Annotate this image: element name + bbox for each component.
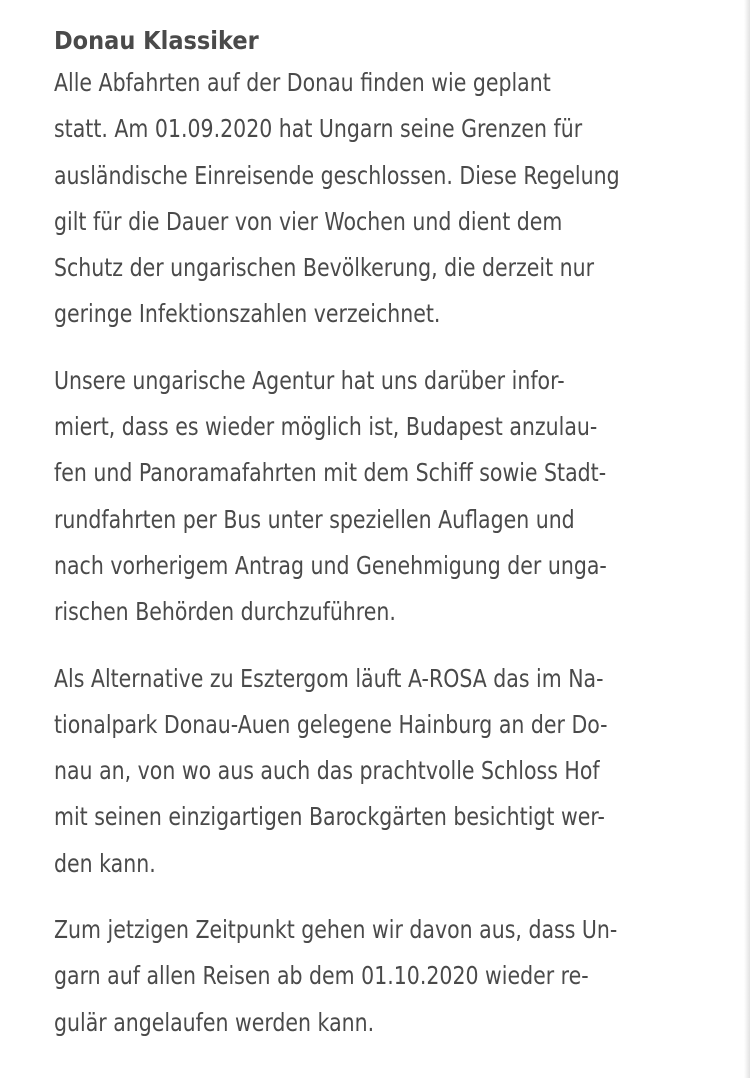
text-line: Schutz der ungarischen Bevölkerung, die derzeit nur — [54, 253, 595, 283]
text-line: statt. Am 01.09.2020 hat Ungarn seine Grenzen für — [54, 114, 583, 144]
paragraph-4 — [54, 907, 704, 1046]
text-line: Zum jetzigen Zeitpunkt gehen wir davon aus, dass Un- — [54, 915, 618, 945]
text-line: nach vorherigem Antrag und Genehmigung der unga- — [54, 550, 607, 580]
text-line: den kann. — [54, 848, 156, 878]
text-line: gulär angelaufen werden kann. — [54, 1007, 375, 1037]
page-edge-shadow — [744, 0, 750, 1078]
text-line: Als Alternative zu Esztergom läuft A-ROSA das im Na- — [54, 663, 604, 693]
text-line: miert, dass es wieder möglich ist, Budapest anzulau- — [54, 412, 598, 442]
article — [54, 22, 704, 1046]
text-line: gilt für die Dauer von vier Wochen und dient dem — [54, 206, 563, 236]
text-line: ausländische Einreisende geschlossen. Diese Regelung — [54, 160, 620, 190]
text-line: Unsere ungarische Agentur hat uns darüber infor- — [54, 365, 565, 395]
text-line: rundfahrten per Bus unter speziellen Auflagen und — [54, 504, 575, 534]
paragraph-2 — [54, 358, 704, 636]
text-line: fen und Panoramafahrten mit dem Schiff sowie Stadt- — [54, 458, 607, 488]
text-line: garn auf allen Reisen ab dem 01.10.2020 wieder re- — [54, 961, 589, 991]
paragraph-1 — [54, 60, 704, 338]
text-line: Alle Abfahrten auf der Donau finden wie geplant — [54, 68, 551, 97]
article-heading: Donau Klassiker — [54, 26, 259, 55]
text-line: mit seinen einzigartigen Barockgärten besichtigt wer- — [54, 802, 605, 832]
paragraph-3 — [54, 656, 704, 887]
text-line: rischen Behörden durchzuführen. — [54, 597, 396, 627]
text-line: geringe Infektionszahlen verzeichnet. — [54, 299, 441, 329]
text-line: nau an, von wo aus auch das prachtvolle Schloss Hof — [54, 756, 600, 786]
text-line: tionalpark Donau-Auen gelegene Hainburg an der Do- — [54, 709, 608, 739]
